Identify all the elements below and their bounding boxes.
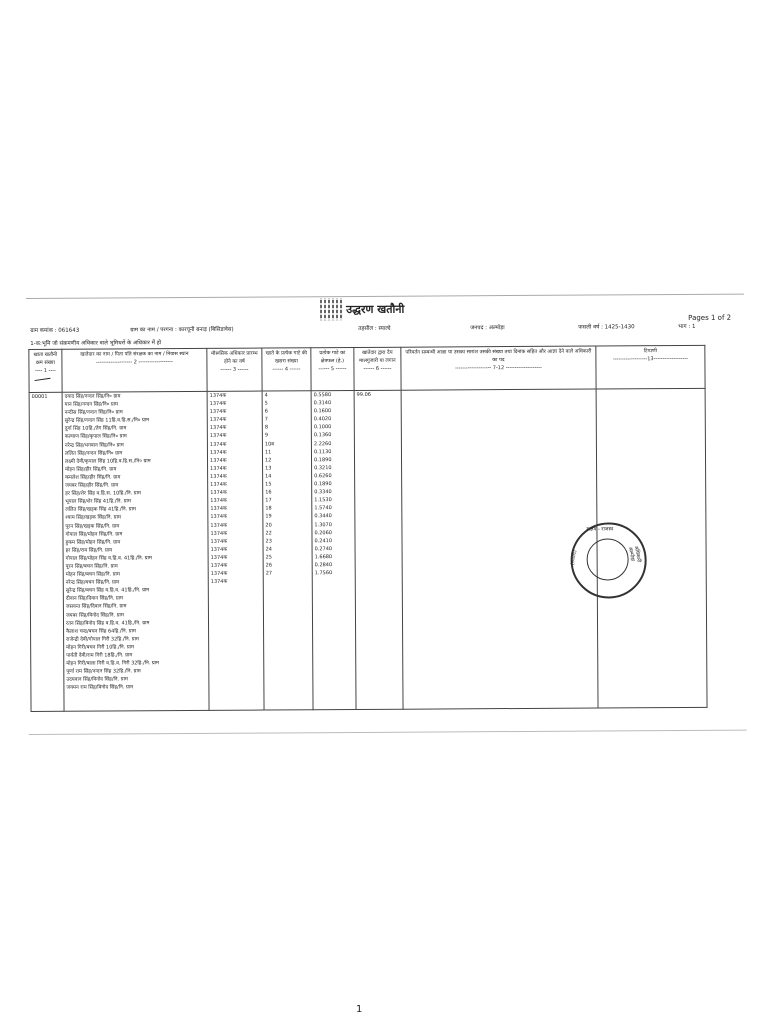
owner-name: हुकम सिंह/मोहन सिंह/नि. ग्राम bbox=[65, 539, 121, 546]
year-value: 1374क bbox=[210, 522, 228, 529]
fasli-year: फसली वर्ष : 1425-1430 bbox=[578, 324, 635, 331]
plot-number: 15 bbox=[265, 481, 272, 488]
plot-number: 24 bbox=[265, 546, 272, 553]
plot-number: 22 bbox=[265, 530, 272, 537]
plot-number: 26 bbox=[265, 562, 273, 569]
owner-name: जयमन राम सिंह/विनोद सिंह/नि. ग्राम bbox=[66, 684, 134, 692]
area-value: 0.2060 bbox=[314, 529, 332, 536]
official-seal bbox=[570, 522, 646, 598]
year-value: 1374क bbox=[210, 497, 227, 505]
year-value: 1374क bbox=[210, 554, 228, 561]
plot-number: 4 bbox=[264, 392, 268, 399]
owner-name: जयबर सिंह/विनोद सिंह/नि. ग्राम bbox=[65, 611, 124, 619]
year-value: 1374क bbox=[209, 400, 227, 407]
plot-number: 17 bbox=[265, 497, 272, 504]
area-value: 2.2260 bbox=[313, 440, 332, 447]
plot-numbers-cell bbox=[262, 391, 313, 710]
owner-name: कल्याण सिंह/कृपाल सिंह/नि० ग्राम bbox=[64, 433, 127, 441]
area-value: 0.3340 bbox=[314, 489, 332, 496]
plot-number: 5 bbox=[264, 400, 268, 407]
seal-top-text: सक्षम - राजस्व bbox=[586, 526, 614, 533]
owner-name: उदयवान सिंह/विनोद सिंह/नि. ग्राम bbox=[66, 676, 128, 684]
tehsil: तहसील : स्याल्दे bbox=[358, 325, 391, 332]
year-value: 1374क bbox=[210, 570, 228, 577]
year-value: 1374क bbox=[210, 546, 228, 553]
area-value: 0.2740 bbox=[314, 545, 333, 553]
page-edge bbox=[26, 294, 744, 299]
year-value: 1374क bbox=[209, 417, 227, 424]
year-value: 1374क bbox=[210, 506, 227, 513]
year-value: 1374क bbox=[209, 408, 227, 416]
year-value: 1374क bbox=[210, 530, 228, 537]
area-value: 0.1890 bbox=[314, 481, 332, 488]
owner-name: मोहन गिरी/बाला गिरी व.हि.व. गिरी 32हि./नि. ग्राम bbox=[66, 660, 160, 667]
owner-name: जसवन्त सिंह/दिवान सिंह/नि. ग्राम bbox=[65, 603, 127, 611]
area-value: 0.3440 bbox=[314, 513, 332, 520]
plot-number: 18 bbox=[265, 505, 272, 512]
plot-number: 19 bbox=[265, 513, 272, 520]
column-header: खातेदार का नाम / पिता पति संरक्षक का नाम / निवास स्थान -------------------- 2 ------------------- bbox=[62, 348, 207, 392]
revenue-cell: 99.06 bbox=[354, 390, 403, 709]
owner-name: भूपाल सिंह/शेर सिंह 41हि./नि. ग्राम bbox=[65, 498, 131, 505]
owner-name: नरेन्द्र सिंह/भगवान सिंह/नि० ग्राम bbox=[64, 441, 124, 449]
area-value: 0.2410 bbox=[314, 537, 333, 544]
area-value: 0.6260 bbox=[314, 473, 332, 480]
plot-number: 12 bbox=[265, 457, 272, 464]
page-count: Pages 1 of 2 bbox=[688, 313, 732, 322]
area-value: 1.3070 bbox=[314, 521, 332, 528]
owner-name: पार्वती देवी/राम गिरी 18हि./नि. ग्राम bbox=[66, 652, 133, 659]
document-title: उद्धरण खतौनी bbox=[346, 302, 405, 317]
area-value: 0.1360 bbox=[313, 432, 332, 439]
village-code: ग्राम कमांक : 061643 bbox=[30, 327, 80, 334]
owner-name: ललित सिंह/खड़क सिंह 41हि./नि. ग्राम bbox=[65, 506, 136, 514]
page-edge bbox=[29, 730, 747, 735]
year-value: 1374क bbox=[210, 457, 227, 464]
year-value: 1374क bbox=[210, 489, 227, 497]
area-value: 1.5740 bbox=[314, 505, 332, 512]
column-header: मौरूसिक अधिकार प्रारम्भ होने का वर्ष ------ 3 ------ bbox=[207, 348, 262, 391]
owner-name: कमलेश सिंह/हीर सिंह/नि. ग्राम bbox=[65, 474, 121, 481]
seal-right-text: अधिकारी अल्मोड़ा bbox=[626, 545, 642, 563]
area-value: 1.1530 bbox=[314, 497, 332, 504]
plot-number: 16 bbox=[265, 489, 272, 496]
plot-number: 13 bbox=[265, 465, 272, 472]
plot-number: 6 bbox=[264, 408, 268, 415]
bhag: भाग : 1 bbox=[678, 323, 696, 331]
plot-number: 27 bbox=[265, 570, 273, 577]
owner-name: नन्दीस सिंह/नन्दन सिंह/नि० ग्राम bbox=[64, 409, 123, 416]
plot-number: 14 bbox=[265, 473, 272, 480]
owner-name: दीवान सिंह/दिवान सिंह/नि. ग्राम bbox=[65, 595, 124, 603]
year-value: 1374क bbox=[210, 473, 227, 480]
owner-name: श्याम सिंह/खड़क सिंह/नि. ग्राम bbox=[65, 514, 121, 522]
owner-name: पूर्णा राम सिंह/नन्दन सिंह 32हि./नि. ग्राम bbox=[66, 668, 141, 675]
column-header: टिप्पणी -------------------13------------------- bbox=[596, 345, 705, 389]
column-header: खातेदार द्वारा देय मालगुजारी या लगान ------ 6 ------ bbox=[354, 347, 401, 390]
column-header: प्रत्येक गाटे का क्षेत्रफल (हे.) ------ 5 ------ bbox=[311, 347, 354, 390]
document-subtitle: 1-क:भूमि जो संक्रमणीय अधिकार वाले भूमिधरों के अधिकार में हो bbox=[30, 340, 162, 347]
owner-name: ललित सिंह/नन्दन सिंह/नि० ग्राम bbox=[64, 450, 123, 457]
year-value: 1374क bbox=[210, 562, 228, 569]
area-value: 0.5580 bbox=[313, 392, 332, 399]
areas-cell bbox=[311, 390, 356, 709]
owner-name: सुरेन्द्र सिंह/बचन सिंह व.हि.व. 41हि./नि. ग्राम bbox=[65, 587, 150, 595]
year-value: 1374क bbox=[210, 578, 228, 586]
khatauni-document bbox=[26, 290, 747, 736]
column-header: परिवर्तन सम्बन्धी आज्ञा या उसका सारांश उसकी संख्या तथा दिनांक सहित और आज्ञा देने वाले अधिकारी का पद -------------------- 7-12 -------------------- bbox=[401, 346, 596, 390]
table-header-row bbox=[29, 345, 705, 392]
plot-number: 20 bbox=[265, 522, 272, 529]
year-value: 1374क bbox=[209, 441, 227, 448]
year-value: 1374क bbox=[210, 538, 228, 545]
owner-name: रतन सिंह/विनोद सिंह व.हि.व. 41हि./नि. ग्राम bbox=[65, 619, 150, 627]
owner-name: पूरन सिंह/बचन सिंह/नि. ग्राम bbox=[65, 563, 118, 570]
area-value: 0.3140 bbox=[313, 400, 332, 407]
owner-name: मोहन सिंह/बचन सिंह/नि. ग्राम bbox=[65, 571, 120, 578]
plot-number: 8 bbox=[264, 424, 269, 431]
owner-name: दुर्गा सिंह 10हि./तेग सिंह/नि. ग्राम bbox=[64, 425, 127, 433]
owner-name: सुरेन्द्र सिंह/नन्दन सिंह 11हि.व.हि.स./नि० ग्राम bbox=[64, 417, 150, 425]
plot-number: 23 bbox=[265, 538, 272, 545]
owner-name: गोपाल सिंह/मोहन सिंह व.हि.व. 41हि./नि. ग्राम bbox=[65, 555, 152, 562]
year-value: 1374क bbox=[210, 514, 227, 521]
area-value: 0.1890 bbox=[314, 456, 332, 463]
area-value: 0.3210 bbox=[314, 464, 332, 472]
year-value: 1374क bbox=[209, 392, 227, 399]
owner-name: राजेन्द्री देवी/गोपाल गिरी 32हि./नि. ग्राम bbox=[66, 636, 139, 643]
area-value: 0.2840 bbox=[314, 562, 333, 569]
seal-left-text: (स्याल्दे) bbox=[569, 549, 579, 566]
owner-name: दयाद सिंह/नन्दन सिंह/नि० ग्राम bbox=[64, 393, 121, 400]
seal-inner-ring bbox=[587, 538, 629, 580]
years-cell bbox=[207, 391, 264, 710]
owner-name: लक्ष्मी देवी/कृपाल सिंह 10हि.व.हि.स./नि० ग्राम bbox=[65, 457, 151, 465]
plot-number: 10ब bbox=[264, 441, 275, 448]
owner-name: मोहन सिंह/हीर सिंह/नि. ग्राम bbox=[65, 466, 117, 473]
owner-names-cell bbox=[62, 391, 209, 711]
changes-cell bbox=[401, 389, 598, 709]
page-number: 1 bbox=[356, 1004, 363, 1015]
owner-name: नरेन्द्र सिंह/बचन सिंह/नि. ग्राम bbox=[65, 579, 120, 586]
district: जनपद : अल्मोड़ा bbox=[470, 325, 505, 332]
plot-number: 11 bbox=[264, 449, 272, 456]
khata-number: 00001 bbox=[29, 392, 64, 711]
owner-name: हर सिंह/शेर सिंह व.हि.स. 10हि./नि. ग्राम bbox=[65, 490, 141, 497]
column-header: खाता खतौनी क्रम संख्या ---- 1 ---- bbox=[29, 349, 62, 392]
column-header: खाते के प्रत्येक गाटे की खसरा संख्या ------ 4 ------ bbox=[262, 348, 311, 391]
plot-number: 25 bbox=[265, 554, 273, 561]
area-value: 1.7560 bbox=[314, 570, 333, 577]
area-value: 0.1000 bbox=[313, 424, 332, 431]
owner-name: कैलाश चन्द्र/बचन सिंह 64हि./नि. ग्राम bbox=[66, 628, 136, 635]
owner-name: पूरन सिंह/खड़क सिंह/नि. ग्राम bbox=[65, 522, 120, 530]
qr-code-icon bbox=[320, 298, 342, 320]
area-value: 0.1130 bbox=[313, 448, 332, 455]
area-value: 0.4020 bbox=[313, 416, 332, 423]
year-value: 1374क bbox=[210, 481, 227, 488]
plot-number: 9 bbox=[264, 432, 269, 440]
area-value: 0.1600 bbox=[313, 408, 332, 415]
year-value: 1374क bbox=[210, 465, 227, 472]
owner-name: मोहन गिरी/बचन गिरी 10हि./नि. ग्राम bbox=[66, 644, 135, 651]
owner-name: जयबर सिंह/हीर सिंह/नि. ग्राम bbox=[65, 482, 119, 489]
area-value: 1.6680 bbox=[314, 554, 333, 561]
owner-name: यान सिंह/नन्दन सिंह/नि० ग्राम bbox=[64, 401, 118, 408]
owner-name: गोपाल सिंह/मोहन सिंह/नि. ग्राम bbox=[65, 531, 123, 538]
year-value: 1374क bbox=[209, 449, 227, 456]
year-value: 1374क bbox=[209, 433, 227, 440]
plot-number: 7 bbox=[264, 416, 268, 423]
village-name: ग्राम का नाम / परगना : कारचूनी बनाड़ (बिसिडावेस) bbox=[130, 326, 234, 334]
year-value: 1374क bbox=[209, 425, 227, 432]
owner-name: हर सिंह/राम सिंह/नि. ग्राम bbox=[65, 547, 113, 554]
